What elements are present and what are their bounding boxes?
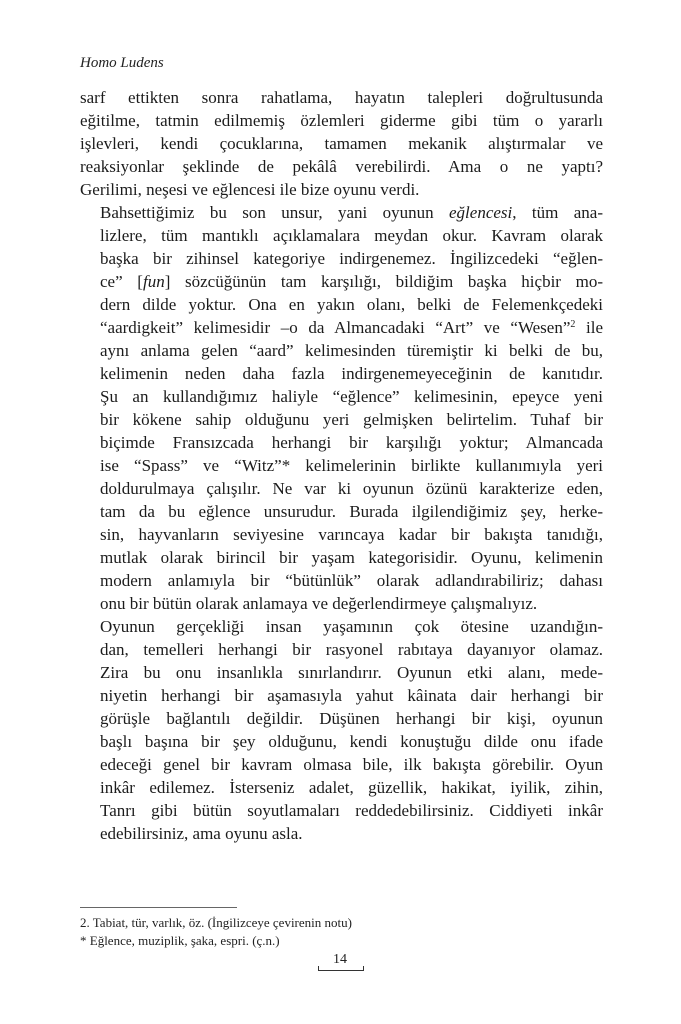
text-line: dan, temelleri herhangi bir rasyonel rabıtaya dayanıyor olamaz. xyxy=(100,640,603,659)
text-line: ise “Spass” ve “Witz”* kelimelerinin birlikte kullanımıyla yeri xyxy=(100,456,603,475)
text-line: reaksiyonlar şeklinde de pekâlâ verebilirdi. Ama o ne yaptı? xyxy=(80,157,603,176)
paragraph-3 xyxy=(80,615,603,845)
text-line: Bahsettiğimiz bu son unsur, yani oyunun eğlencesi, tüm ana- xyxy=(100,203,603,222)
text-line: lizlere, tüm mantıklı açıklamalara meydan okur. Kavram olarak xyxy=(100,226,603,245)
text-line: aynı anlama gelen “aard” kelimesinden türemiştir ki belki de bu, xyxy=(100,341,603,360)
text-line: başlı başına bir şey olduğunu, kendi konuştuğu dilde onu ifade xyxy=(100,732,603,751)
footnotes xyxy=(80,914,603,950)
text-line: edeceği genel bir kavram olmasa bile, ilk bakışta görebilir. Oyun xyxy=(100,755,603,774)
body-text xyxy=(80,86,603,845)
text-line: başka bir zihinsel kategoriye indirgenemez. İngilizcedeki “eğlen- xyxy=(100,249,603,268)
text-line: doldurulmaya çalışılır. Ne var ki oyunun özünü karakterize eden, xyxy=(100,479,603,498)
text-line: inkâr edilemez. İsterseniz adalet, güzellik, hakikat, iyilik, zihin, xyxy=(100,778,603,797)
text-line: mutlak olarak birincil bir yaşam kategorisidir. Oyunu, kelimenin xyxy=(100,548,603,567)
text-line: görüşle bağlantılı değildir. Düşünen herhangi bir kişi, oyunun xyxy=(100,709,603,728)
footnote-rule xyxy=(80,907,237,908)
text-line: “aardigkeit” kelimesidir –o da Almancadaki “Art” ve “Wesen”$^2$ ile xyxy=(100,318,603,337)
text-line: kelimenin neden daha fazla indirgenemeyeceğinin de kanıtıdır. xyxy=(100,364,603,383)
text-line: modern anlamıyla bir “bütünlük” olarak adlandırabiliriz; dahası xyxy=(100,571,603,590)
paragraph-1 xyxy=(80,86,603,201)
text-line: sarf ettikten sonra rahatlama, hayatın talepleri doğrultusunda xyxy=(80,88,603,107)
running-head: Homo Ludens xyxy=(80,55,164,71)
footnote: 2. Tabiat, tür, varlık, öz. (İngilizceye çevirenin notu) xyxy=(80,915,352,930)
text-line: niyetin herhangi bir aşamasıyla yahut kâinata dair herhangi bir xyxy=(100,686,603,705)
text-line: Gerilimi, neşesi ve eğlencesi ile bize oyunu verdi. xyxy=(80,180,420,199)
text-line: işlevleri, kendi çocuklarına, tamamen mekanik alıştırmalar ve xyxy=(80,134,603,153)
text-line: bir kökene sahip olduğunu yeri gelmişken belirtelim. Tuhaf bir xyxy=(100,410,603,429)
page-number-box xyxy=(318,952,362,968)
text-line: ce” [fun] sözcüğünün tam karşılığı, bildiğim başka hiçbir mo- xyxy=(100,272,603,291)
text-line: sin, hayvanların seviyesine varıncaya kadar bir bakışta tanıdığı, xyxy=(100,525,603,544)
text-line: onu bir bütün olarak anlamaya ve değerlendirmeye çalışmalıyız. xyxy=(100,594,538,613)
text-line: tam da bu eğlence unsurudur. Burada ilgilendiğimiz şey, herke- xyxy=(100,502,603,521)
text-line: Oyunun gerçekliği insan yaşamının çok ötesine uzandığın- xyxy=(100,617,603,636)
text-line: eğitilme, tatmin edilmemiş özlemleri giderme gibi tüm o yararlı xyxy=(80,111,603,130)
footnote: * Eğlence, muziplik, şaka, espri. (ç.n.) xyxy=(80,933,280,948)
page-number-bracket xyxy=(318,966,364,971)
text-line: Tanrı gibi bütün soyutlamaları reddedebilirsiniz. Ciddiyeti inkâr xyxy=(100,801,603,820)
paragraph-2 xyxy=(80,201,603,615)
text-line: edebilirsiniz, ama oyunu asla. xyxy=(100,824,303,843)
text-line: Zira bu onu insanlıkla sınırlandırır. Oyunun etki alanı, mede- xyxy=(100,663,603,682)
text-line: biçimde Fransızcada herhangi bir karşılığı yoktur; Almancada xyxy=(100,433,603,452)
text-line: Şu an kullandığımız haliyle “eğlence” kelimesinin, epeyce yeni xyxy=(100,387,603,406)
page-number: 14 xyxy=(333,952,347,967)
text-line: dern dilde yoktur. Ona en yakın olanı, belki de Felemenkçedeki xyxy=(100,295,603,314)
